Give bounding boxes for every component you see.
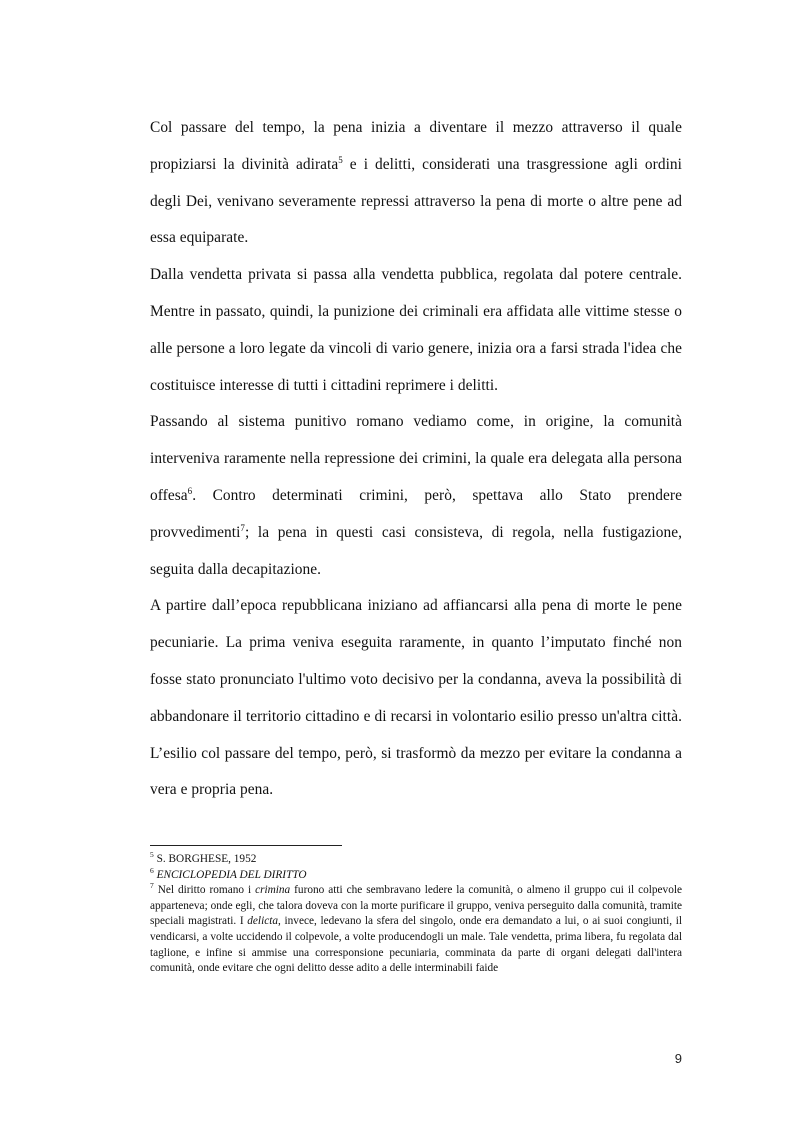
footnote-7-text-1: Nel diritto romano i [157,884,256,897]
paragraph-2: Dalla vendetta privata si passa alla vendetta pubblica, regolata dal potere centrale. Mentre in passato, quindi, la punizione dei criminali era affidata alle vittime stesse o alle persone a loro legate da vincoli di vario genere, inizia ora a farsi strada l'idea che costituisce interesse di tutti i cittadini reprimere i delitti. [150,266,682,394]
footnote-7-mark: 7 [150,881,154,891]
footnote-5-mark: 5 [150,850,154,860]
footnote-7-term-delicta: delicta [247,915,279,928]
footnote-6-mark: 6 [150,865,154,875]
paragraph-3-text-c: ; la pena in questi casi consisteva, di regola, nella fustigazione, seguita dalla decapitazione. [150,523,682,578]
footnote-separator [150,845,342,846]
footnote-7-text-3: , invece, ledevano la sfera del singolo, onde era demandato a lui, o ai suoi congiunti, il vendicarsi, a volte uccidendo il colpevole, a volte producendogli un male. Tale vendetta, prima libera, fu regolata dal taglione, e infine si ammise una corresponsione pecuniaria, comminata da parte di organi delegati dall'intera comunità, onde evitare che ogni delitto desse adito a delle interminabili faide [150,915,682,975]
footnote-5-text: S. BORGHESE, 1952 [156,853,257,865]
footnote-ref-7[interactable]: 7 [240,522,245,533]
footnote-6-text: ENCICLOPEDIA DEL DIRITTO [156,868,307,881]
paragraph-4: A partire dall’epoca repubblicana iniziano ad affiancarsi alla pena di morte le pene pecuniarie. La prima veniva eseguita raramente, in quanto l’imputato finché non fosse stato pronunciato l'ultimo voto decisivo per la condanna, aveva la possibilità di abbandonare il territorio cittadino e di recarsi in volontario esilio presso un'altra città. L’esilio col passare del tempo, però, si trasformò da mezzo per evitare la condanna a vera e propria pena. [150,597,682,799]
footnote-7-text-2: furono atti che sembravano ledere la comunità, o almeno il gruppo cui il colpevole apparteneva; onde egli, che talora doveva con la morte purificare il gruppo, veniva perseguito dalla comunità, tramite speciali magistrati. I [150,884,683,928]
footnote-7-term-crimina: crimina [255,884,291,897]
paragraph-1 [150,110,682,257]
paragraph-1-text-a: Col passare del tempo, la pena inizia a diventare il mezzo attraverso il quale propiziarsi la divinità adirata [150,119,682,173]
footnote-ref-6[interactable]: 6 [187,485,193,496]
footnote-7 [150,883,682,977]
footnote-ref-5[interactable]: 5 [338,154,343,165]
footnote-5 [150,852,682,868]
footnotes [150,852,682,977]
footnote-6 [150,865,682,884]
paragraph-3-text-b: . Contro determinati crimini, però, spettava allo Stato prendere provvedimenti [150,486,682,541]
body-text [150,110,682,809]
paragraph-1-text-b: e i delitti, considerati una trasgressione agli ordini degli Dei, venivano severamente repressi attraverso la pena di morte o altre pene ad essa equiparate. [150,155,682,247]
paragraph-3-text-a: Passando al sistema punitivo romano vediamo come, in origine, la comunità interveniva raramente nella repressione dei crimini, la quale era delegata alla persona offesa [150,413,682,504]
page-number: 9 [674,1051,682,1066]
paragraph-3 [150,404,682,588]
